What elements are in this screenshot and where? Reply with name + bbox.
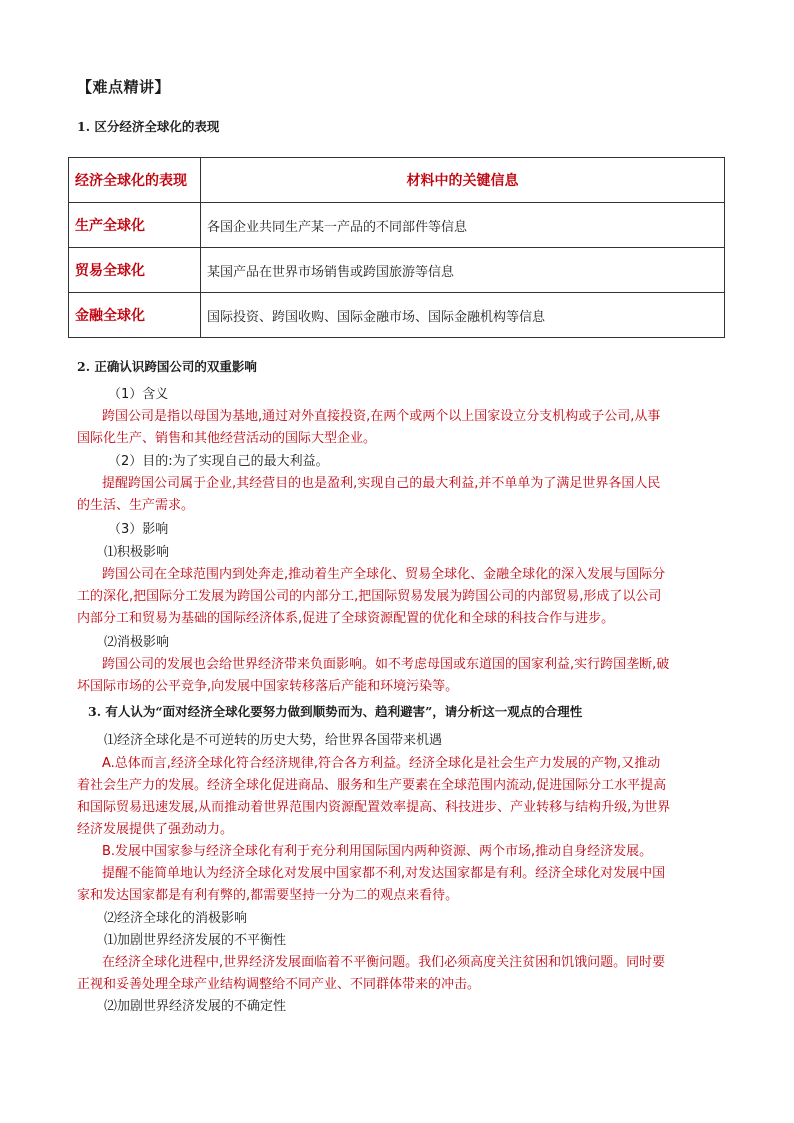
- table-header-cell: 经济全球化的表现: [69, 158, 201, 203]
- text-line: B.发展中国家参与经济全球化有利于充分利用国际国内两种资源、两个市场,推动自身经济发展。: [102, 844, 653, 859]
- text-line: 提醒不能简单地认为经济全球化对发展中国家都不利,对发达国家都是有利。经济全球化对发展中国: [102, 866, 666, 881]
- table-cell: 某国产品在世界市场销售或跨国旅游等信息: [201, 248, 725, 293]
- table-cell: 生产全球化: [69, 203, 201, 248]
- text-line: （3）影响: [108, 522, 169, 537]
- text-line: 坏国际市场的公平竞争,向发展中国家转移落后产能和环境污染等。: [77, 679, 459, 694]
- text-line: 工的深化,把国际分工发展为跨国公司的内部分工,把国际贸易发展为跨国公司的内部贸易,形成了以公司: [77, 589, 662, 604]
- table-cell: 金融全球化: [69, 293, 201, 338]
- section-3-heading: 3. 有人认为“面对经济全球化要努力做到顺势而为、趋利避害”，请分析这一观点的合理性: [88, 704, 583, 719]
- text-line: ⑵经济全球化的消极影响: [104, 911, 248, 926]
- globalization-table: [68, 157, 725, 338]
- table-cell: 贸易全球化: [69, 248, 201, 293]
- text-line: （1）含义: [108, 387, 169, 402]
- text-line: ⑴经济全球化是不可逆转的历史大势，给世界各国带来机遇: [104, 733, 443, 748]
- table-header-row: [69, 158, 725, 203]
- text-line: 的生活、生产需求。: [77, 498, 195, 513]
- text-line: 着社会生产力的发展。经济全球化促进商品、服务和生产要素在全球范围内流动,促进国际分工水平提高: [77, 778, 667, 793]
- text-line: 经济发展提供了强劲动力。: [77, 822, 234, 837]
- text-line: ⑵消极影响: [104, 635, 170, 650]
- table-row: [69, 203, 725, 248]
- table-row: [69, 248, 725, 293]
- page-title: 【难点精讲】: [77, 78, 171, 96]
- text-line: ⑴加剧世界经济发展的不平衡性: [104, 933, 287, 948]
- text-line: 在经济全球化进程中,世界经济发展面临着不平衡问题。我们必须高度关注贫困和饥饿问题。同时要: [102, 955, 666, 970]
- table-header-cell: 材料中的关键信息: [201, 158, 725, 203]
- text-line: A.总体而言,经济全球化符合经济规律,符合各方利益。经济全球化是社会生产力发展的产物,又推动: [102, 756, 661, 771]
- text-line: 和国际贸易迅速发展,从而推动着世界范围内资源配置效率提高、科技进步、产业转移与结构升级,为世界: [77, 800, 671, 815]
- table-row: [69, 293, 725, 338]
- text-line: 跨国公司的发展也会给世界经济带来负面影响。如不考虑母国或东道国的国家利益,实行跨国垄断,破: [102, 657, 670, 672]
- section-1-heading: 1. 区分经济全球化的表现: [77, 119, 220, 134]
- text-line: 提醒跨国公司属于企业,其经营目的也是盈利,实现自己的最大利益,并不单单为了满足世界各国人民: [102, 476, 661, 491]
- text-line: 家和发达国家都是有利有弊的,都需要坚持一分为二的观点来看待。: [77, 888, 459, 903]
- section-2-heading: 2. 正确认识跨国公司的双重影响: [77, 359, 257, 374]
- text-line: 国际化生产、销售和其他经营活动的国际大型企业。: [77, 431, 377, 446]
- text-line: （2）目的:为了实现自己的最大利益。: [108, 454, 329, 469]
- text-line: 跨国公司在全球范围内到处奔走,推动着生产全球化、贸易全球化、金融全球化的深入发展与国际分: [102, 567, 666, 582]
- text-line: ⑴积极影响: [104, 545, 170, 560]
- table-cell: 各国企业共同生产某一产品的不同部件等信息: [201, 203, 725, 248]
- text-line: 内部分工和贸易为基础的国际经济体系,促进了全球资源配置的优化和全球的科技合作与进步。: [77, 611, 615, 626]
- text-line: 正视和妥善处理全球产业结构调整给不同产业、不同群体带来的冲击。: [77, 977, 481, 992]
- text-line: 跨国公司是指以母国为基地,通过对外直接投资,在两个或两个以上国家设立分支机构或子公司,从事: [102, 409, 661, 424]
- table-cell: 国际投资、跨国收购、国际金融市场、国际金融机构等信息: [201, 293, 725, 338]
- text-line: ⑵加剧世界经济发展的不确定性: [104, 999, 287, 1014]
